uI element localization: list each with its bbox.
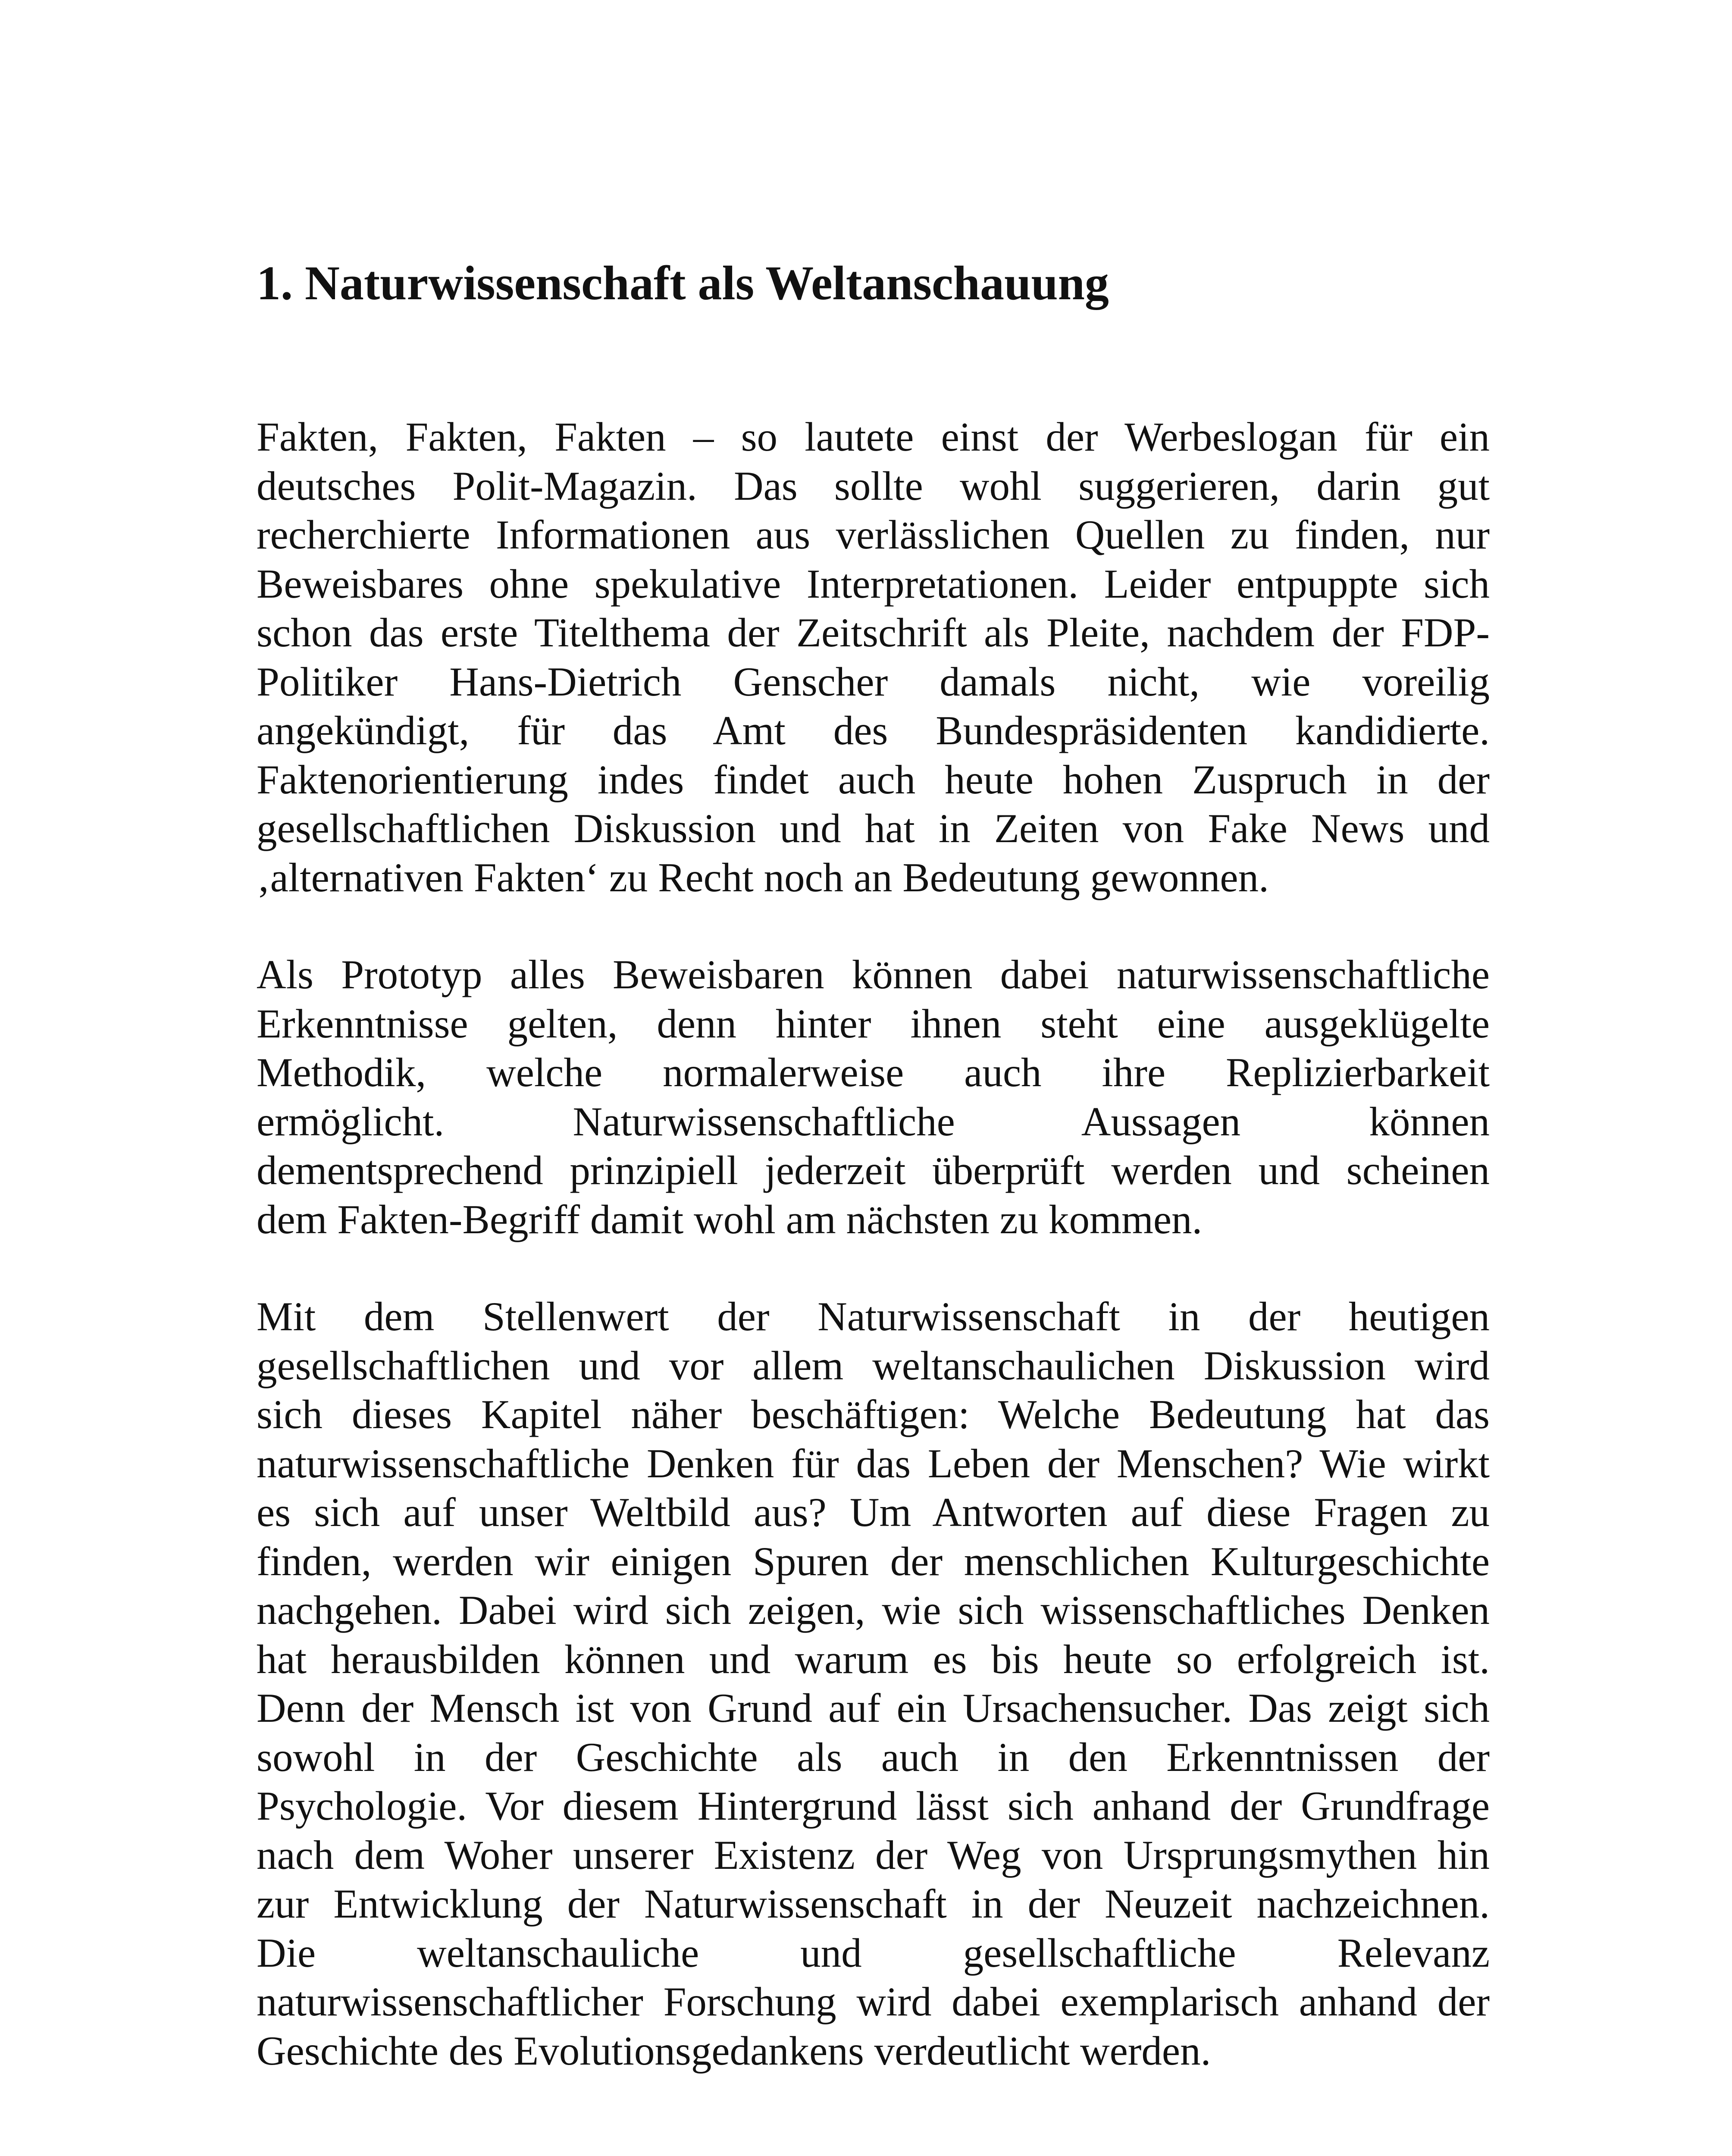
text-line: angekündigt, für das Amt des Bundespräsidenten kandidierte. [257,708,1490,753]
text-line: gesellschaftlichen Diskussion und hat in Zeiten von Fake News und [257,805,1490,851]
text-line: dementsprechend prinzipiell jederzeit überprüft werden und scheinen [257,1147,1490,1193]
text-line: Als Prototyp alles Beweisbaren können dabei naturwissenschaftliche [257,952,1490,997]
text-line: ermöglicht. Naturwissenschaftliche Aussagen können [257,1098,1490,1144]
text-line: ‚alternativen Fakten‘ zu Recht noch an Bedeutung gewonnen. [257,854,1269,900]
text-line: Denn der Mensch ist von Grund auf ein Ursachensucher. Das zeigt sich [257,1685,1490,1731]
paragraph-2 [257,950,1490,1244]
text-line: deutsches Polit-Magazin. Das sollte wohl suggerieren, darin gut [257,463,1490,509]
text-line: Politiker Hans-Dietrich Genscher damals nicht, wie voreilig [257,658,1490,705]
text-line: dem Fakten-Begriff damit wohl am nächsten zu kommen. [257,1196,1203,1242]
text-line: Mit dem Stellenwert der Naturwissenschaft in der heutigen [257,1294,1490,1339]
text-line: naturwissenschaftliche Denken für das Leben der Menschen? Wie wirkt [257,1440,1490,1486]
text-line: nach dem Woher unserer Existenz der Weg von Ursprungsmythen hin [257,1832,1490,1878]
text-line: Die weltanschauliche und gesellschaftliche Relevanz [257,1930,1490,1976]
chapter-title: 1. Naturwissenschaft als Weltanschauung [257,257,1109,310]
text-line: gesellschaftlichen und vor allem weltanschaulichen Diskussion wird [257,1342,1490,1388]
text-line: zur Entwicklung der Naturwissenschaft in der Neuzeit nachzeichnen. [257,1881,1490,1927]
text-line: Fakten, Fakten, Fakten – so lautete einst der Werbeslogan für ein [257,414,1490,460]
text-line: naturwissenschaftlicher Forschung wird dabei exemplarisch anhand der [257,1979,1490,2024]
text-line: recherchierte Informationen aus verlässlichen Quellen zu finden, nur [257,512,1490,558]
text-line: nachgehen. Dabei wird sich zeigen, wie sich wissenschaftliches Denken [257,1587,1490,1633]
text-line: Beweisbares ohne spekulative Interpretationen. Leider entpuppte sich [257,561,1490,607]
text-line: Methodik, welche normalerweise auch ihre Replizierbarkeit [257,1050,1490,1095]
text-line: Faktenorientierung indes findet auch heute hohen Zuspruch in der [257,756,1490,802]
text-line: finden, werden wir einigen Spuren der menschlichen Kulturgeschichte [257,1538,1490,1584]
text-line: es sich auf unser Weltbild aus? Um Antworten auf diese Fragen zu [257,1489,1490,1535]
text-line: sich dieses Kapitel näher beschäftigen: Welche Bedeutung hat das [257,1391,1490,1437]
body-text [257,413,1490,2124]
text-line: Geschichte des Evolutionsgedankens verdeutlicht werden. [257,2028,1211,2074]
text-line: schon das erste Titelthema der Zeitschrift als Pleite, nachdem der FDP- [257,610,1490,655]
text-line: sowohl in der Geschichte als auch in den Erkenntnissen der [257,1734,1490,1780]
paragraph-1 [257,413,1490,902]
text-line: Erkenntnisse gelten, denn hinter ihnen steht eine ausgeklügelte [257,1000,1490,1047]
paragraph-3 [257,1292,1490,2075]
text-line: Psychologie. Vor diesem Hintergrund lässt sich anhand der Grundfrage [257,1783,1490,1829]
text-line: hat herausbilden können und warum es bis heute so erfolgreich ist. [257,1636,1490,1682]
